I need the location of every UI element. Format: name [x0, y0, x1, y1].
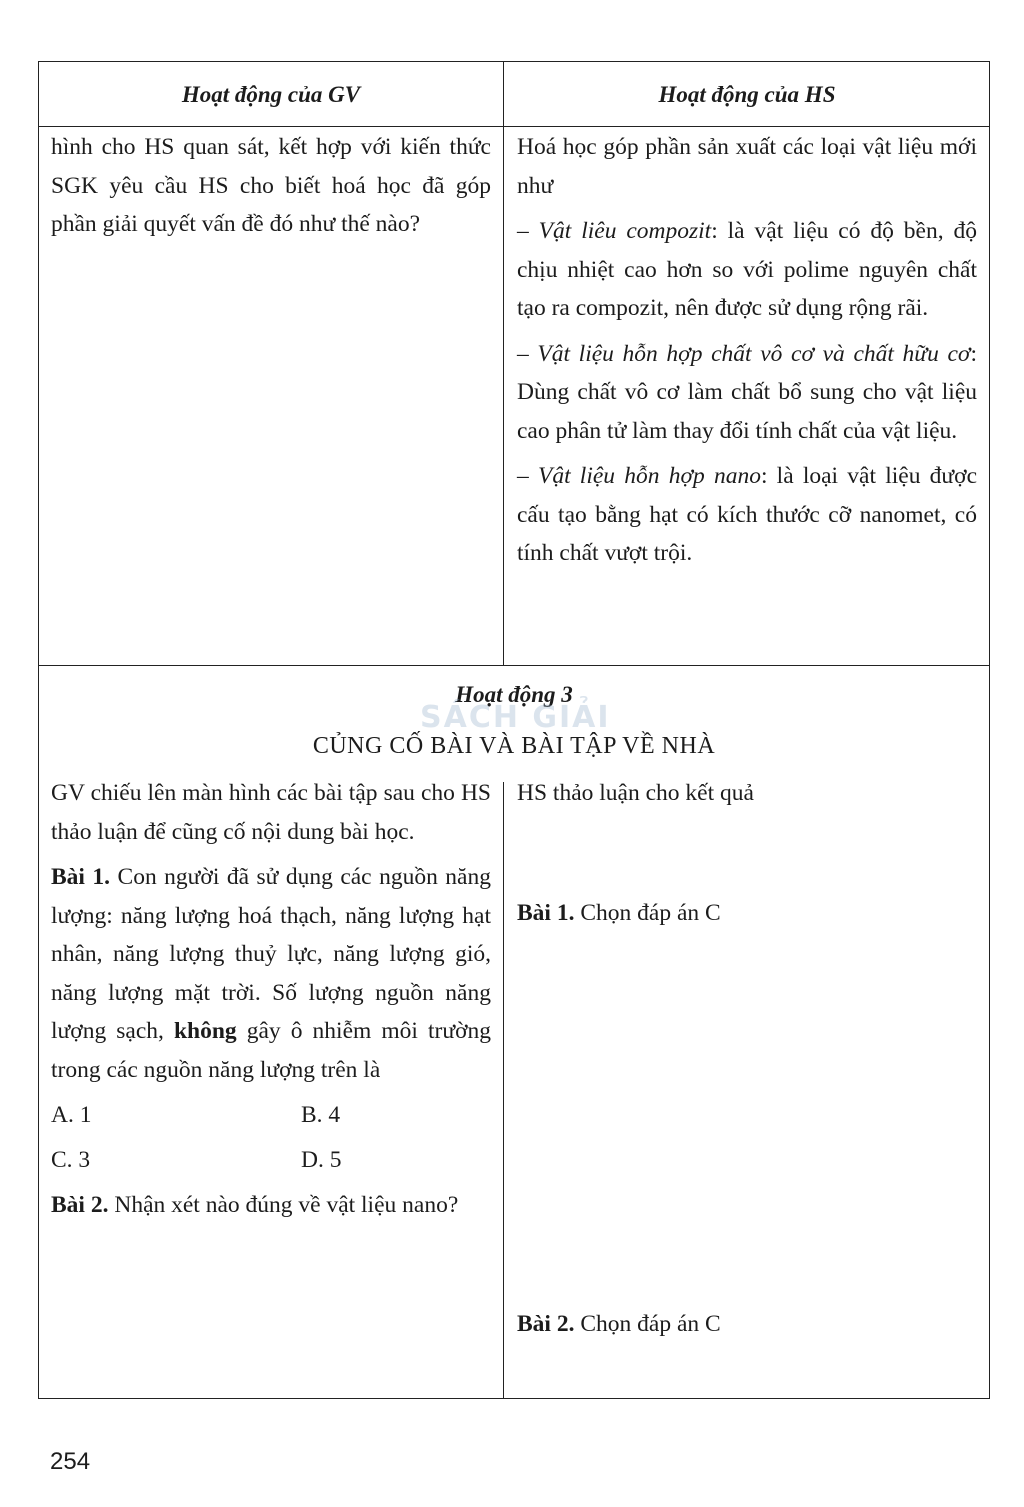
material-term: Vật liệu hỗn hợp chất vô cơ và chất hữu cơ: [537, 340, 971, 367]
hs-intro: HS thảo luận cho kết quả: [517, 780, 754, 806]
column-divider-bottom: [503, 782, 504, 1399]
option-b: B. 4: [301, 1102, 341, 1128]
exercise-2-label: Bài 2.: [51, 1192, 109, 1218]
answer-2: Bài 2. Chọn đáp án C: [517, 1311, 721, 1337]
column-divider-top: [503, 62, 504, 665]
answer-1: Bài 1. Chọn đáp án C: [517, 900, 721, 926]
options-row-1: [51, 1096, 491, 1134]
material-term: Vật liêu compozit: [538, 218, 712, 244]
exercise-2: Bài 2. Nhận xét nào đúng về vật liệu nano?: [51, 1192, 459, 1218]
answer-1-label: Bài 1.: [517, 900, 575, 926]
material-item-nano: – Vật liệu hỗn hợp nano: là loại vật liệu được cấu tạo bằng hạt có kích thước cỡ nanomet, có tính chất vượt trội.: [517, 463, 977, 566]
material-term: Vật liệu hỗn hợp nano: [537, 463, 761, 489]
header-gv: Hoạt động của GV: [181, 82, 361, 107]
header-hs: Hoạt động của HS: [658, 82, 836, 107]
activity-label: Hoạt động 3: [455, 682, 573, 707]
material-item-hybrid: – Vật liệu hỗn hợp chất vô cơ và chất hữu cơ: Dùng chất vô cơ làm chất bổ sung cho vật liệu cao phân tử làm thay đổi tính chất của vật liệu.: [517, 340, 977, 444]
row1-hs-intro: Hoá học góp phần sản xuất các loại vật liệu mới như: [517, 134, 977, 199]
option-d: D. 5: [301, 1147, 342, 1173]
row1-hs-cell: [517, 128, 977, 573]
gv-intro: GV chiếu lên màn hình các bài tập sau cho HS thảo luận để cũng cố nội dung bài học.: [51, 780, 491, 845]
exercise-1: Bài 1. Con người đã sử dụng các nguồn năng lượng: năng lượng hoá thạch, năng lượng hạt nhân, năng lượng thuỷ lực, năng lượng gió, năng lượng mặt trời. Số lượng nguồn năng lượng sạch, không gây ô nhiễm môi trường trong các nguồn năng lượng trên là: [51, 864, 492, 1083]
exercise-1-label: Bài 1.: [51, 864, 111, 890]
option-a: A. 1: [51, 1102, 92, 1128]
lesson-table: [38, 61, 990, 1399]
activity-title: CỦNG CỐ BÀI VÀ BÀI TẬP VỀ NHÀ: [312, 733, 716, 759]
emphasis-word: không: [173, 1018, 237, 1044]
options-row-2: [51, 1141, 491, 1179]
page-number: 254: [50, 1448, 91, 1475]
row2-gv-cell: [51, 774, 491, 1232]
watermark-logo: SÁCH GIẢI: [420, 700, 611, 735]
row1-gv-cell: [51, 128, 491, 251]
row2-hs-cell: [517, 774, 977, 1337]
option-c: C. 3: [51, 1147, 91, 1173]
header-divider: [39, 126, 989, 127]
row-divider: [39, 665, 989, 666]
answer-2-label: Bài 2.: [517, 1311, 575, 1337]
row1-gv-text: hình cho HS quan sát, kết hợp với kiến thức SGK yêu cầu HS cho biết hoá học đã góp phần giải quyết vấn đề đó như thế nào?: [51, 134, 491, 237]
material-item-compozit: – Vật liêu compozit: là vật liệu có độ bền, độ chịu nhiệt cao hơn so với polime nguyên chất tạo ra compozit, nên được sử dụng rộng rãi.: [517, 218, 977, 321]
